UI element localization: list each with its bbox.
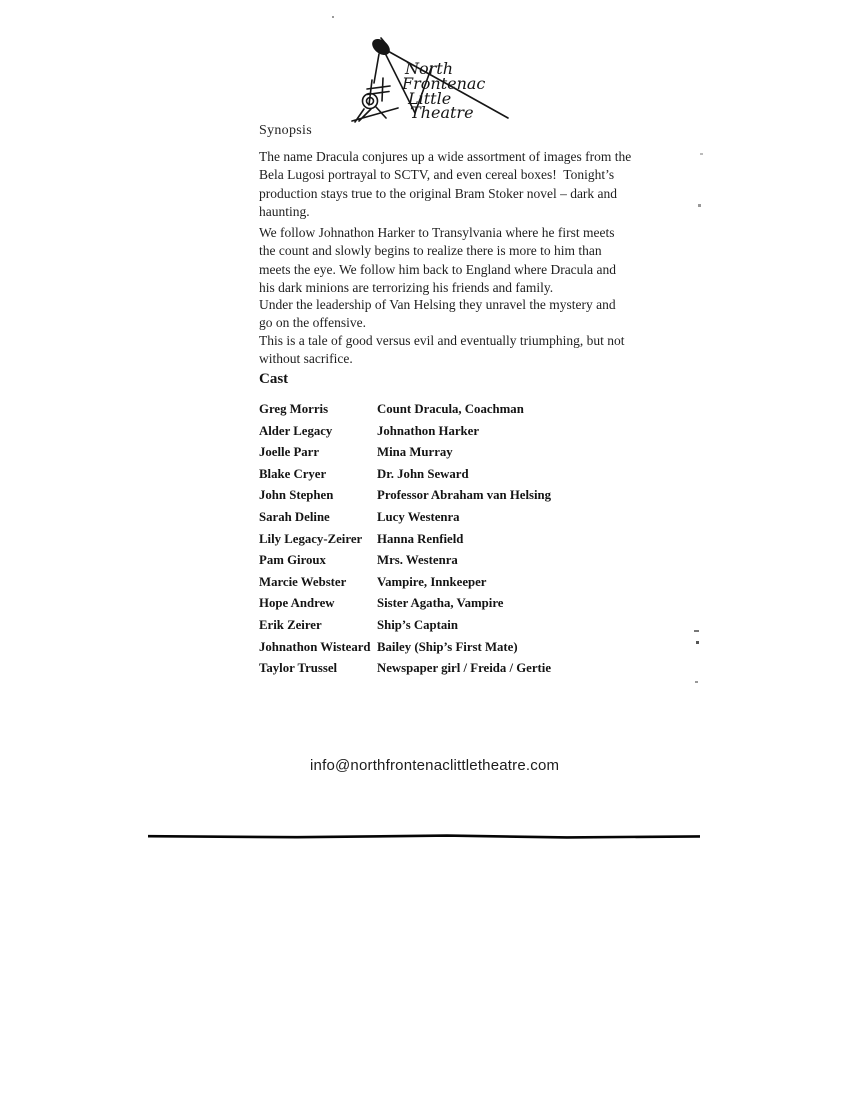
scan-artifact: [696, 641, 699, 644]
cast-row: [259, 572, 659, 594]
logo-text-line: Frontenac: [402, 74, 486, 93]
synopsis-paragraph-2: [259, 224, 659, 298]
text-line: This is a tale of good versus evil and eventually triumphing, but not: [259, 333, 625, 348]
cast-role-name: Ship’s Captain: [377, 617, 458, 632]
cast-actor-name: Greg Morris: [259, 402, 329, 416]
synopsis-paragraph-4: [259, 332, 659, 369]
cast-list: [259, 399, 659, 680]
scan-artifact: [695, 681, 698, 683]
cast-row: [259, 658, 659, 680]
cast-row: [259, 637, 659, 659]
cast-actor-name: Erik Zeirer: [259, 617, 322, 632]
cast-row: [259, 593, 659, 615]
synopsis-paragraph-3: [259, 296, 659, 333]
synopsis-heading: Synopsis: [259, 123, 312, 138]
cast-actor-name: Joelle Parr: [259, 445, 320, 460]
logo-text-line: Theatre: [410, 103, 474, 122]
cast-role-name: Mina Murray: [377, 445, 453, 460]
logo-text-line: North: [405, 59, 454, 78]
cast-row: [259, 399, 659, 421]
cast-row: [259, 615, 659, 637]
cast-actor-name: John Stephen: [259, 488, 334, 503]
scan-artifact: [698, 204, 701, 207]
bottom-rule: [147, 833, 703, 841]
cast-actor-name: Alder Legacy: [259, 423, 333, 438]
text-line: The name Dracula conjures up a wide assortment of images from the: [259, 149, 632, 164]
cast-role-name: Sister Agatha, Vampire: [377, 596, 504, 611]
cast-actor-name: Pam Giroux: [259, 553, 326, 568]
synopsis-paragraph-1: [259, 148, 659, 222]
cast-actor-name: Sarah Deline: [259, 509, 330, 524]
text-line: We follow Johnathon Harker to Transylvania where he first meets: [259, 225, 615, 240]
cast-actor-name: Taylor Trussel: [259, 661, 338, 676]
cast-row: [259, 507, 659, 529]
text-line: go on the offensive.: [259, 315, 366, 331]
text-line: haunting.: [259, 204, 310, 220]
scan-artifact: [700, 153, 703, 155]
cast-row: [259, 464, 659, 486]
cast-actor-name: Blake Cryer: [259, 466, 327, 481]
cast-row: [259, 421, 659, 443]
text-line: the count and slowly begins to realize there is more to him than: [259, 243, 602, 259]
contact-email: info@northfrontenaclittletheatre.com: [310, 757, 560, 774]
theatre-logo: [348, 28, 518, 123]
cast-role-name: Professor Abraham van Helsing: [377, 488, 552, 503]
scan-artifact: [332, 16, 334, 18]
cast-role-name: Mrs. Westenra: [377, 553, 458, 568]
cast-role-name: Johnathon Harker: [377, 423, 480, 438]
text-line: his dark minions are terrorizing his friends and family.: [259, 280, 554, 296]
logo-text: [401, 59, 485, 122]
cast-actor-name: Marcie Webster: [259, 574, 347, 589]
cast-role-name: Vampire, Innkeeper: [377, 574, 487, 589]
scan-artifact: [694, 630, 699, 632]
logo-text-line: Little: [408, 89, 452, 108]
cast-role-name: Bailey (Ship’s First Mate): [377, 639, 518, 654]
cast-role-name: Dr. John Seward: [377, 466, 469, 481]
cast-row: [259, 529, 659, 551]
cast-role-name: Hanna Renfield: [377, 531, 464, 546]
text-line: Bela Lugosi portrayal to SCTV, and even cereal boxes! Tonight’s: [259, 167, 615, 183]
cast-actor-name: Lily Legacy-Zeirer: [259, 531, 363, 546]
cast-actor-name: Johnathon Wisteard: [259, 639, 371, 654]
cast-row: [259, 442, 659, 464]
text-line: meets the eye. We follow him back to England where Dracula and: [259, 261, 617, 277]
cast-role-name: Lucy Westenra: [377, 509, 460, 524]
cast-actor-name: Hope Andrew: [259, 596, 335, 611]
text-line: without sacrifice.: [259, 351, 353, 367]
cast-row: [259, 485, 659, 507]
text-line: Under the leadership of Van Helsing they unravel the mystery and: [259, 297, 616, 312]
text-line: production stays true to the original Bram Stoker novel – dark and: [259, 185, 618, 201]
cast-role-name: Count Dracula, Coachman: [377, 402, 524, 416]
cast-heading: Cast: [259, 371, 289, 387]
cast-row: [259, 550, 659, 572]
cast-role-name: Newspaper girl / Freida / Gertie: [377, 661, 552, 676]
